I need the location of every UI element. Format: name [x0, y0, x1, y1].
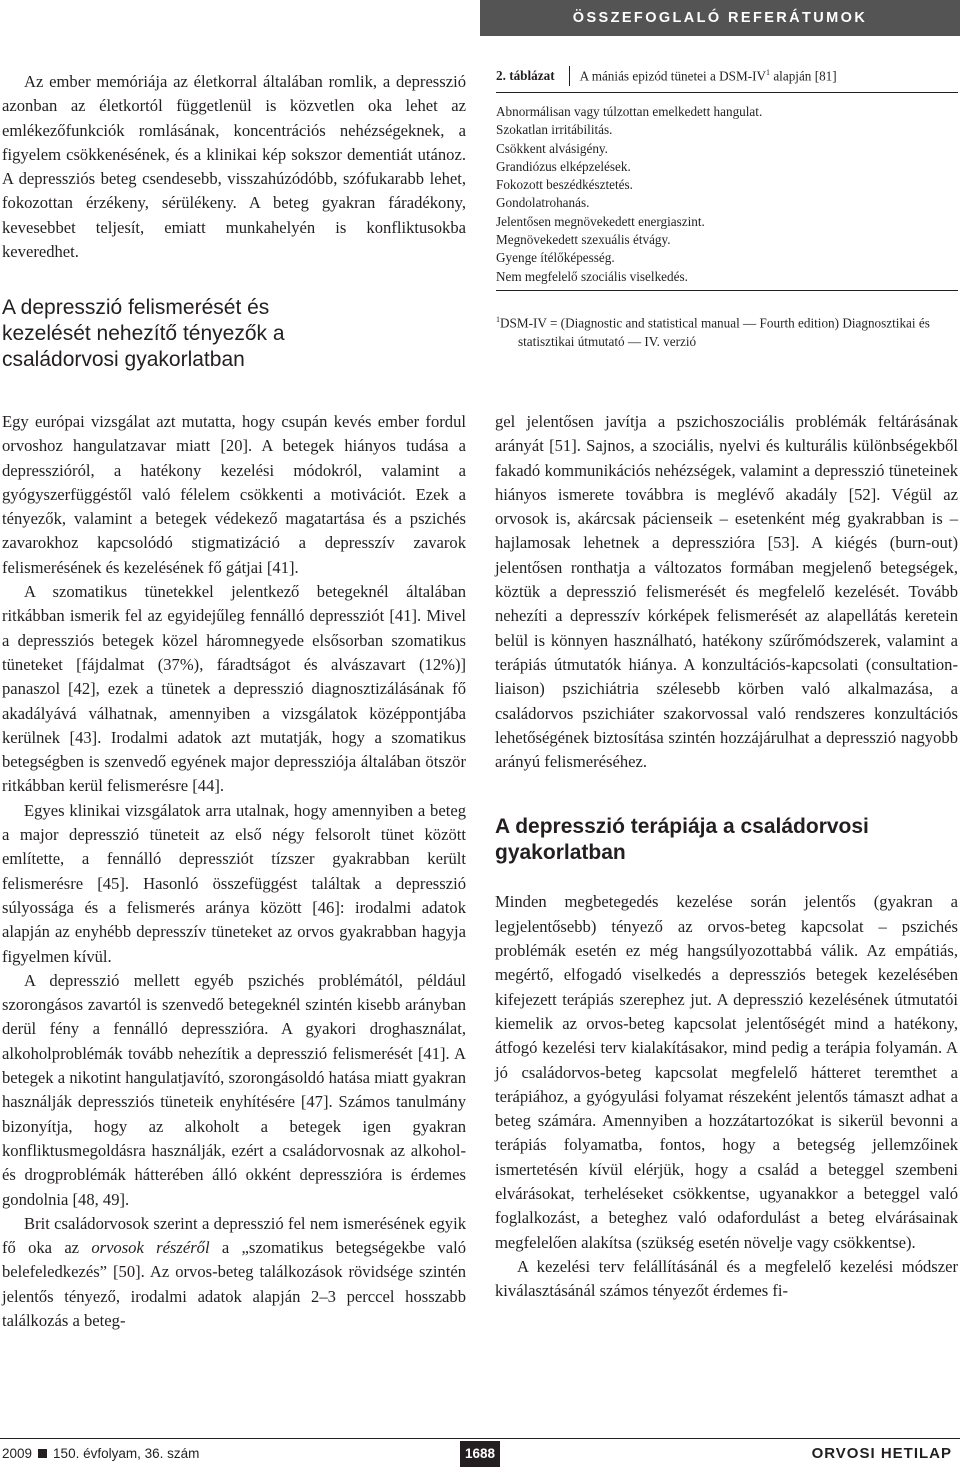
- footer-volume: 150. évfolyam, 36. szám: [53, 1446, 200, 1461]
- table-2: [496, 66, 958, 351]
- body-paragraph: Egy európai vizsgálat azt mutatta, hogy csupán kevés ember fordul orvoshoz hangulatzavar miatt [20]. A betegek hiányos tudása a depresszióról, a hatékony kezelési módokról, valamint a gyógyszerfüggéstől való félelem csökkenti a motivációt. Ezek a tényezők, valamint a betegek védekező magatartása és a pszichés zavarokhoz kapcsolódó stigmatizáció a depresszív zavarok felismerésének és kezelésének fő gátjai [41].: [2, 412, 466, 577]
- table-item: Abnormálisan vagy túlzottan emelkedett hangulat.: [496, 104, 763, 119]
- table-item: Nem megfelelő szociális viselkedés.: [496, 268, 688, 284]
- section-title: ÖSSZEFOGLALÓ REFERÁTUMOK: [572, 10, 868, 26]
- table-item: Grandiózus elképzelések.: [496, 158, 631, 174]
- body-paragraph: Brit családorvosok szerint a depresszió fel nem ismerésének egyik fő oka az orvosok részéről a „szomatikus betegségekbe való belefeledkezés” [50]. Az orvos-beteg találkozások rövidsége szintén jelentős tényező, irodalmi adatok alapján 2–3 perccel hosszabb találkozás a beteg-: [2, 1213, 466, 1330]
- journal-name: ORVOSI HETILAP: [811, 1445, 952, 1462]
- footer-rule: [0, 1438, 960, 1439]
- right-column-body: [495, 410, 958, 1304]
- table-number: 2. táblázat: [496, 68, 555, 83]
- table-item: Jelentősen megnövekedett energiaszint.: [496, 213, 705, 229]
- footer-issue: [2, 1446, 199, 1461]
- left-column-top: [2, 70, 466, 373]
- table-item: Szokatlan irritábilitás.: [496, 122, 613, 138]
- section-heading: A depresszió terápiája a családorvosi gyakorlatban: [495, 815, 869, 865]
- table-caption: [496, 66, 958, 86]
- footer-year: 2009: [2, 1446, 33, 1461]
- body-paragraph: Minden megbetegedés kezelése során jelentős (gyakran a legjelentősebb) tényező az orvos-beteg kapcsolat – pszichés problémák esetén ez még hangsúlyozottabbá válik. Az empátiás, megértő, elfogadó viselkedés a depressziós betegek kezelésében kifejezett terápiás szerephez jut. A depresszió kezelésének útmutatói kiemelik az orvos-beteg kapcsolat jelentőségét mind a hatékony, átfogó kezelési terv kialakításakor, mind pedig a terápia folyamán. A jó családorvos-beteg kapcsolat megfelelő hátteret teremthet a terápiához, a gyógyulási folyamat részeként jelentős támaszt adhat a beteg számára. Amennyiben a hozzátartozókat is sikerül bevonni a terápiás folyamatba, fontos, hogy a betegség jellemzőinek ismertetésén kívül elérjük, hogy a család a beteggel szembeni elvárásokat, terheléseket csökkentse, ugyanakkor a beteggel való foglalkozást, a beteghez való odafordulást a beteg elvárásainak megfelelően alakítsa (szükség esetén növelje vagy csökkentse).: [495, 892, 958, 1252]
- intro-paragraph: Az ember memóriája az életkorral általában romlik, a depresszió azonban az életkortól függetlenül is közvetlen oka lehet az emlékezőfunkciók romlásának, koncentrációs nehézségeknek, a figyelem csökkenésének, és a klinikai kép sokszor dementiát utánoz. A depressziós beteg csendesebb, visszahúzódóbb, szófukarabb lehet, fokozottan érzékeny, sérülékeny. A beteg gyakran fáradékony, kevesebbet teljesít, emiatt munkahelyén is konfliktusokba keveredhet.: [2, 72, 466, 262]
- body-paragraph: Egyes klinikai vizsgálatok arra utalnak, hogy amennyiben a beteg a major depresszió tüneteit az első négy felsorolt tünet között említette, a fennálló depressziót tízszer gyakrabban került felismerésre [45]. Hasonló összefüggést találtak a depresszió súlyossága és a felismerés aránya között [46]: irodalmi adatok alapján az enyhébb depresszív tüneteket az orvos gyakrabban hagyja figyelmen kívül.: [2, 800, 466, 966]
- left-column-body: [2, 410, 466, 1333]
- section-heading: A depresszió felismerését és kezelését nehezítő tényezők a családorvosi gyakorlatban: [2, 296, 285, 372]
- table-items: [496, 93, 958, 286]
- table-title: A mániás epizód tünetei a DSM-$IV^1$ alapján [81]: [579, 67, 837, 84]
- table-item: Gyenge ítélőképesség.: [496, 250, 615, 266]
- table-bottom-rule: [496, 290, 958, 291]
- body-paragraph: A kezelési terv felállításánál és a megfelelő kezelési módszer kiválasztásánál számos tényezőt érdemes fi-: [495, 1256, 958, 1301]
- body-paragraph: A szomatikus tünetekkel jelentkező betegeknél általában ritkábban ismerik fel az egyidejűleg fennálló depressziót [41]. Mivel a depressziós betegek közel háromnegyede elsősorban szomatikus tüneteket [fájdalmat (37%), fáradtságot és alvászavart (12%)] panaszol [42], ezek a tünetek a depresszió diagnosztizálásának fő akadályává válhatnak, amennyiben a vizsgálatok középpontjába kerülnek [43]. Irodalmi adatok azt mutatják, hogy a szomatikus betegségben is szenvedő egyének major depressziója általában ötször ritkábban kerül felismerésre [44].: [2, 582, 466, 796]
- table-item: Megnövekedett szexuális étvágy.: [496, 232, 671, 248]
- body-paragraph: A depresszió mellett egyéb pszichés problémától, például szorongásos zavartól is szenvedő betegeknél szintén kisebb arányban derül fény a fennálló depresszióra. A gyakori droghasználat, alkoholproblémák tovább nehezítik a depresszió felismerését [41]. A betegek a nikotint hangulatjavító, szorongásoldó hatása miatt gyakran használják depressziós tüneteik enyhítésére [47]. Számos tanulmány bizonyítja, hogy az alkoholt a betegek igen gyakran konfliktusmegoldásra használják, ezért a családorvosnak az alkohol- és drogproblémák hátterében álló okként depresszióra is érdemes gondolnia [48, 49].: [2, 970, 466, 1209]
- table-item: Gondolatrohanás.: [496, 195, 590, 211]
- table-footnote: $^1$DSM-IV = (Diagnostic and statistical manual — Fourth edition) Diagnosztikai és statisztikai útmutató — IV. verzió: [496, 314, 930, 349]
- body-paragraph: gel jelentősen javítja a pszichoszociális problémák feltárásának arányát [51]. Sajnos, a szociális, nyelvi és kulturális különbségekből fakadó kommunikációs nehézségek, valamint a depresszió tüneteinek hiányos ismerete továbbra is meglévő akadály [52]. Végül az orvosok is, akárcsak pácienseik – esetenként még gyakrabban is – hajlamosak lehetnek a depresszióra [53]. A kiégés (burn-out) jelentősen ronthatja a változatos formában megjelenő betegségek, köztük a depresszió felismerését és megfelelő kezelését. Tovább nehezíti a depresszív kórképek felismerését az alapellátás keretein belül is könnyen használható, hatékony szűrőmódszerek, valamint a terápiás útmutatók hiánya. A konzultációs-kapcsolati (consultation-liaison) pszichiátria szélesebb körben való alkalmazása, a családorvos pszichiáter szakorvossal való rendszeres konzultációs lehetőségének biztosítása szintén hozzájárulhat a depresszió nagyobb arányú felismeréséhez.: [495, 412, 958, 772]
- caption-divider: [569, 66, 570, 86]
- table-item: Fokozott beszédkésztetés.: [496, 177, 633, 193]
- page-number: 1688: [460, 1441, 500, 1467]
- table-item: Csökkent alvásigény.: [496, 140, 608, 156]
- square-icon: [38, 1449, 47, 1458]
